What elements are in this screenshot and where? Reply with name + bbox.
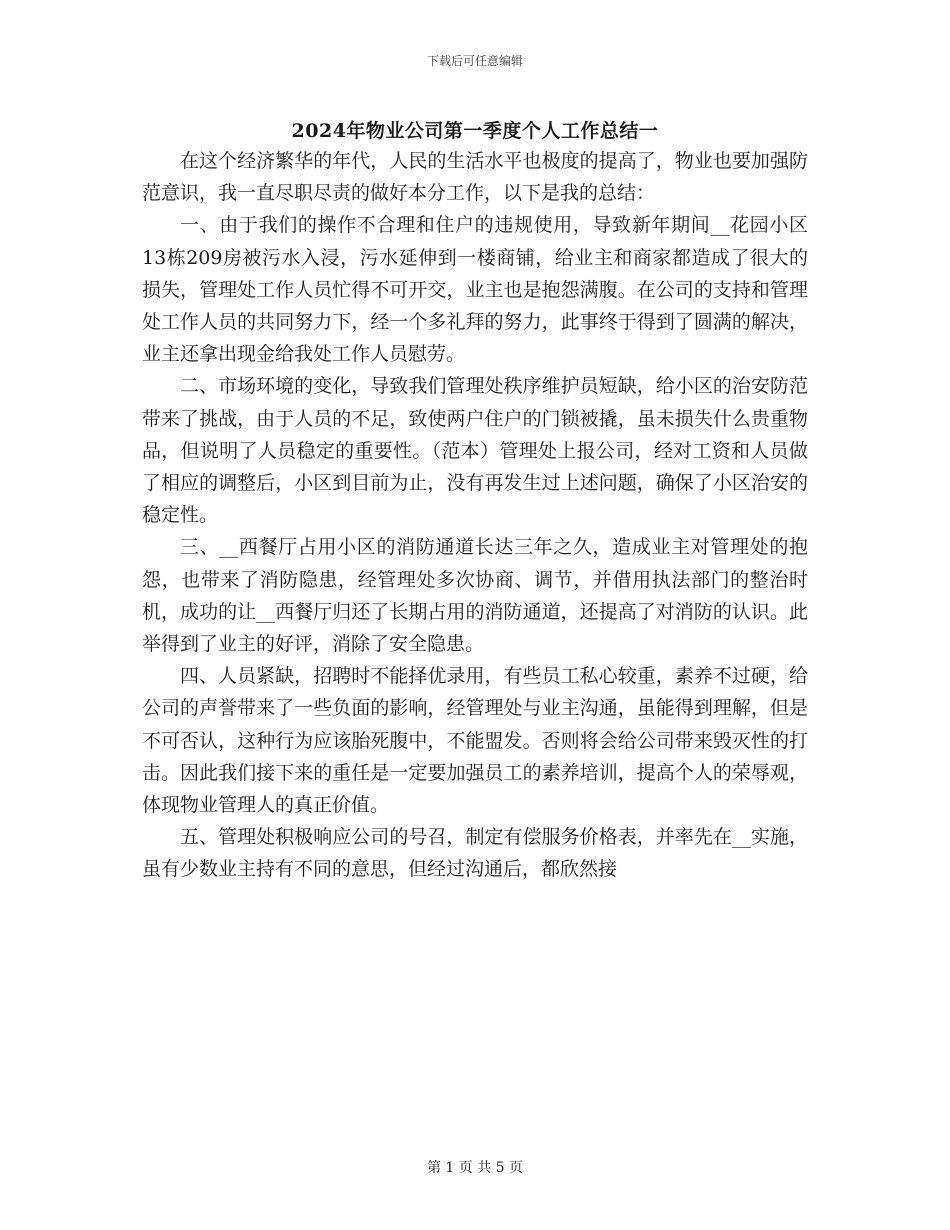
intro-paragraph: 在这个经济繁华的年代，人民的生活水平也极度的提高了，物业也要加强防范意识，我一直尽职尽责的做好本分工作，以下是我的总结：: [142, 150, 808, 205]
paragraph-item-5: 五、管理处积极响应公司的号召，制定有偿服务价格表，并率先在__实施，虽有少数业主持有不同的意思，但经过沟通后，都欣然接: [142, 826, 808, 881]
paragraph-item-1: 一、由于我们的操作不合理和住户的违规使用，导致新年期间__花园小区13栋209房被污水入浸，污水延伸到一楼商铺，给业主和商家都造成了很大的损失，管理处工作人员忙得不可开交，业主也是抱怨满腹。在公司的支持和管理处工作人员的共同努力下，经一个多礼拜的努力，此事终于得到了圆满的解决，业主还拿出现金给我处工作人员慰劳。: [142, 214, 808, 366]
paragraph-item-3: 三、__西餐厅占用小区的消防通道长达三年之久，造成业主对管理处的抱怨，也带来了消防隐患，经管理处多次协商、调节，并借用执法部门的整治时机，成功的让__西餐厅归还了长期占用的消防通道，还提高了对消防的认识。此举得到了业主的好评，消除了安全隐患。: [142, 536, 808, 656]
paragraph-item-2: 二、市场环境的变化，导致我们管理处秩序维护员短缺，给小区的治安防范带来了挑战，由于人员的不足，致使两户住户的门锁被撬，虽未损失什么贵重物品，但说明了人员稳定的重要性。（范本）管理处上报公司，经对工资和人员做了相应的调整后，小区到目前为止，没有再发生过上述问题，确保了小区治安的稳定性。: [142, 375, 808, 527]
paragraph-item-4: 四、人员紧缺，招聘时不能择优录用，有些员工私心较重，素养不过硬，给公司的声誉带来了一些负面的影响，经管理处与业主沟通，虽能得到理解，但是不可否认，这种行为应该胎死腹中，不能盟发。否则将会给公司带来毁灭性的打击。因此我们接下来的重任是一定要加强员工的素养培训，提高个人的荣辱观，体现物业管理人的真正价值。: [142, 665, 808, 817]
document-body: [142, 145, 808, 886]
page-header-note: 下载后可任意编辑: [426, 54, 523, 68]
document-title: 2024年物业公司第一季度个人工作总结一: [291, 120, 659, 142]
page-number: 第 1 页 共 5 页: [426, 1160, 524, 1176]
